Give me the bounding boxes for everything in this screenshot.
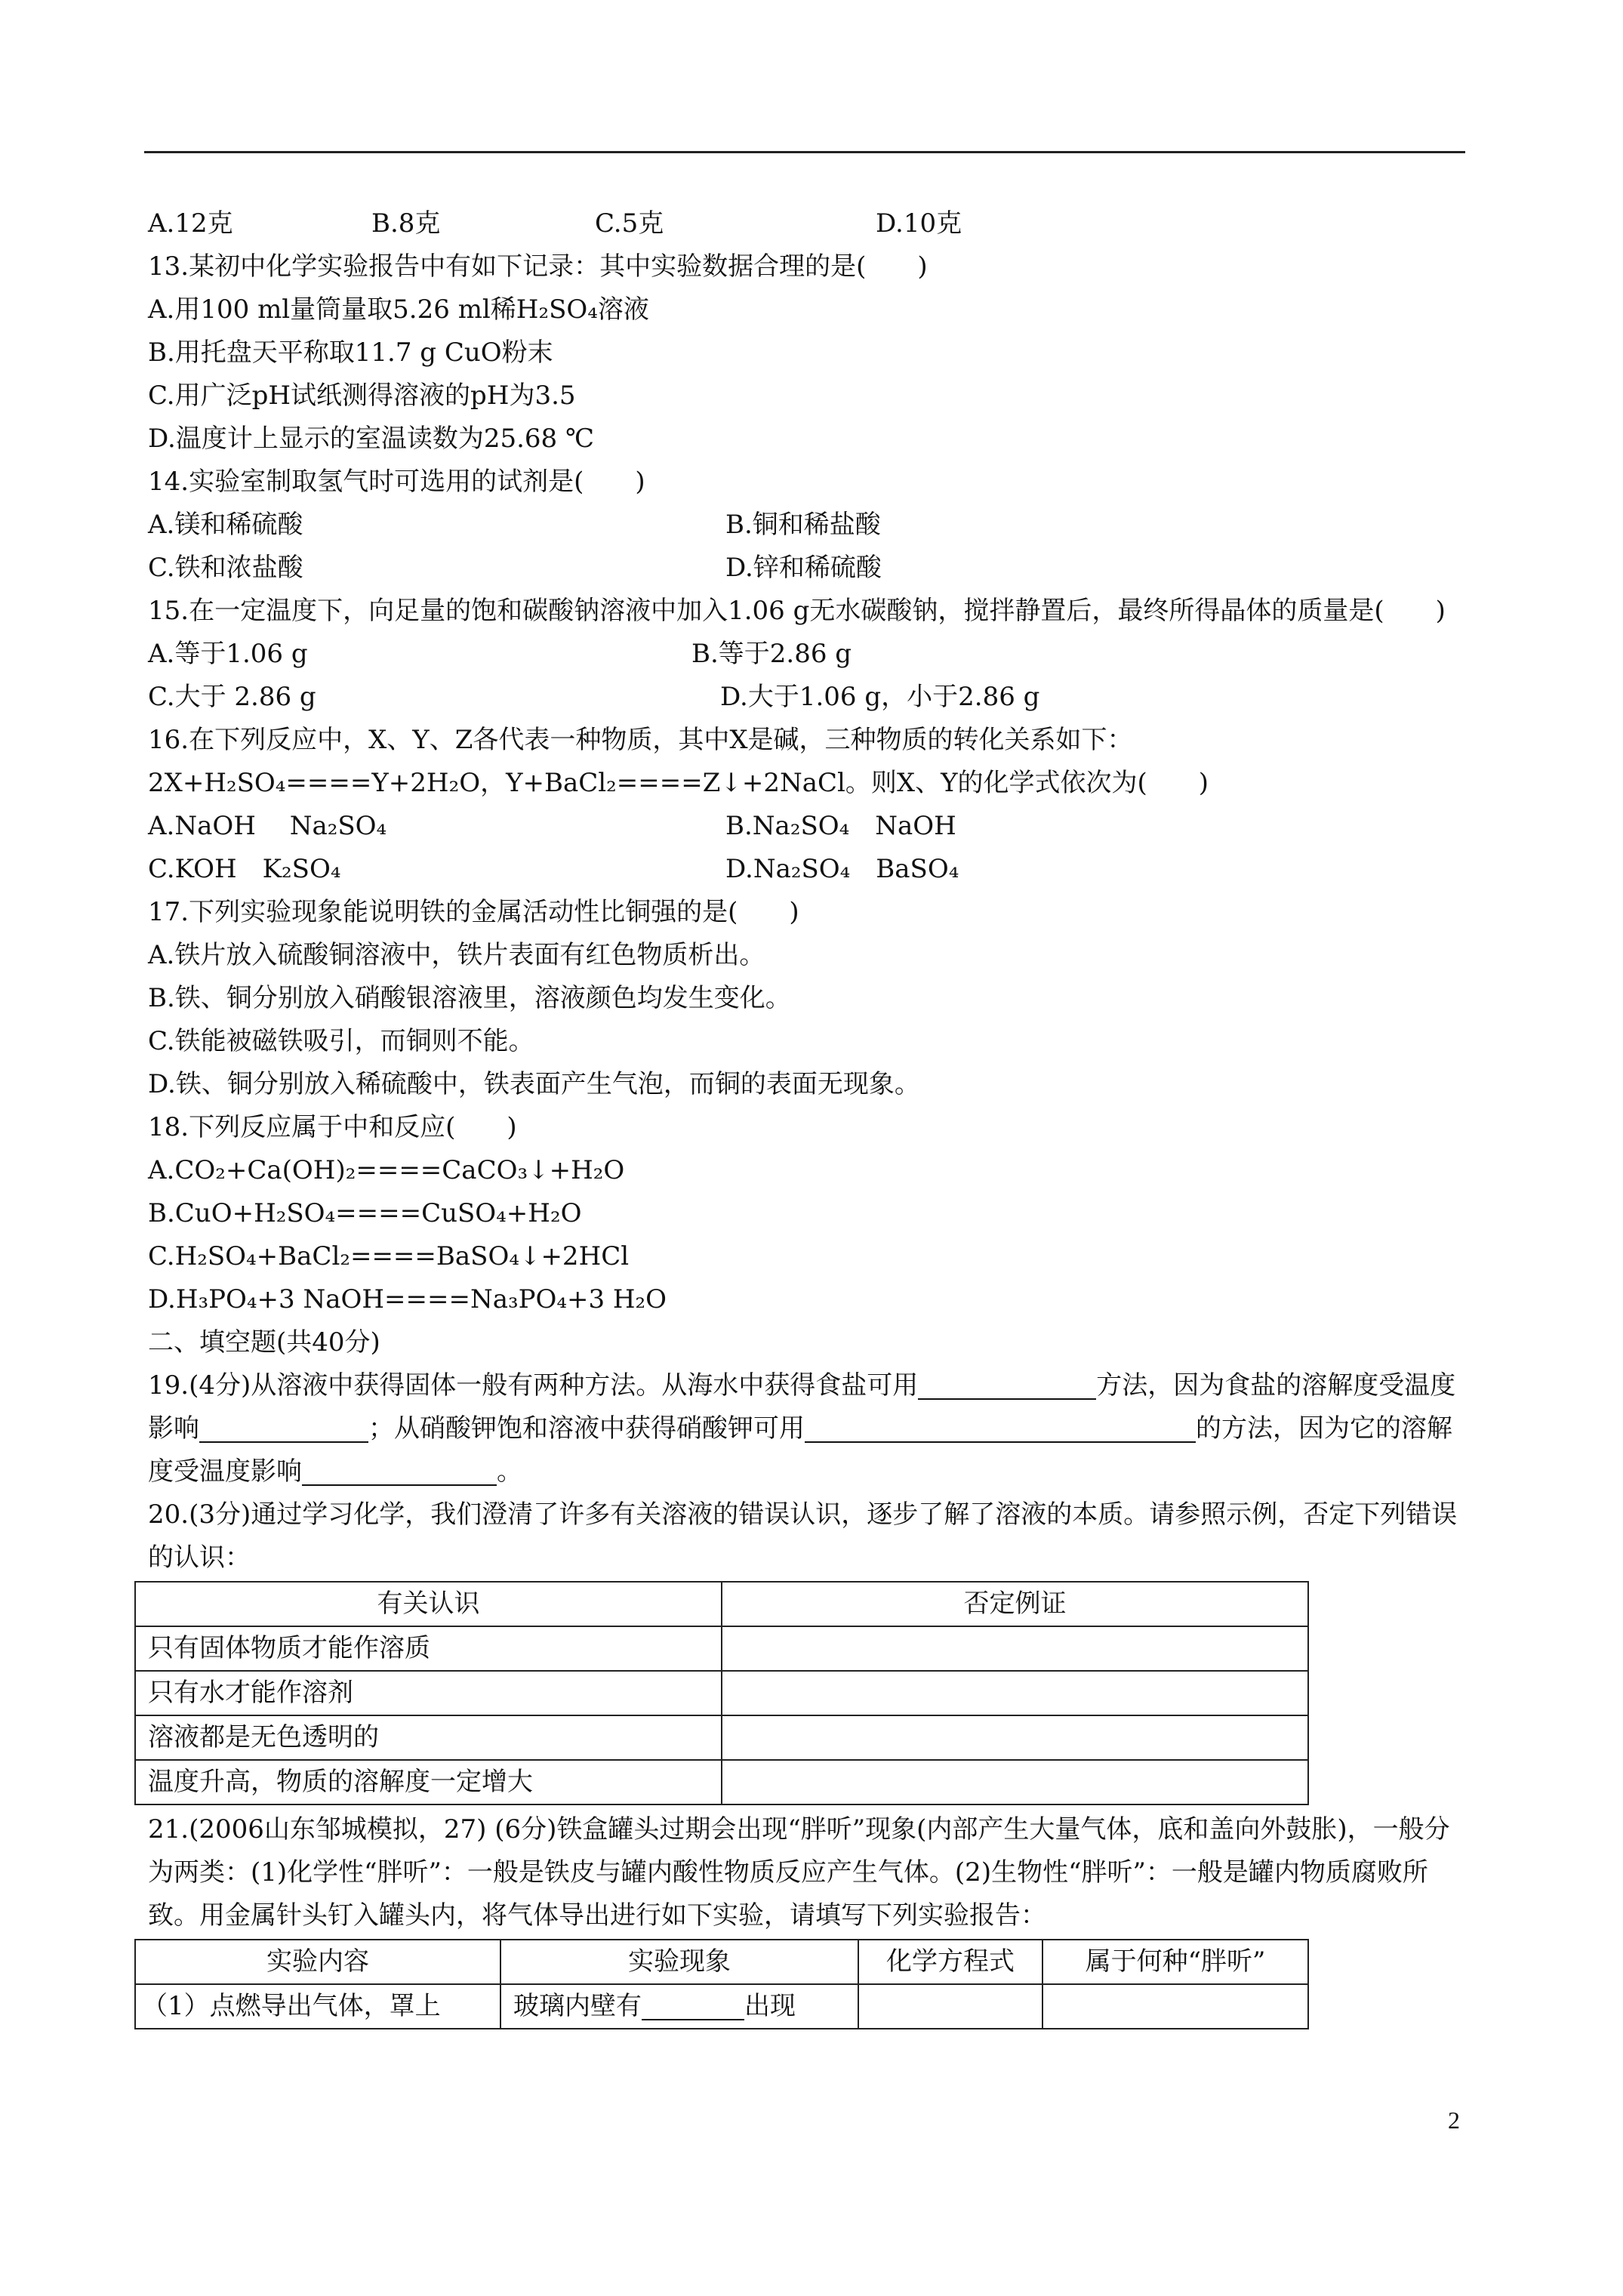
q20-row-answer-cell[interactable] bbox=[722, 1760, 1308, 1804]
q15-option-a: A.等于1.06 g bbox=[148, 639, 308, 669]
q21-header-content: 实验内容 bbox=[135, 1940, 500, 1984]
q21-table bbox=[134, 1939, 1309, 2029]
q20-row-statement: 温度升高，物质的溶解度一定增大 bbox=[135, 1760, 722, 1804]
q17-option-b: B.铁、铜分别放入硝酸银溶液里，溶液颜色均发生变化。 bbox=[148, 983, 791, 1013]
q14-options-row2 bbox=[148, 547, 1473, 590]
q16-option-c: C.KOH K₂SO₄ bbox=[148, 854, 341, 884]
header-rule bbox=[144, 151, 1465, 153]
q16-stem: 16.在下列反应中，X、Y、Z各代表一种物质，其中X是碱，三种物质的转化关系如下：2X+H₂SO₄====Y+2H₂O，Y+BaCl₂====Z↓+2NaCl。则X、Y的化学式依次为( ) bbox=[148, 725, 1209, 798]
q14-option-b: B.铜和稀盐酸 bbox=[725, 510, 881, 540]
q19-blank-4[interactable] bbox=[302, 1454, 497, 1486]
q16-option-d: D.Na₂SO₄ BaSO₄ bbox=[725, 854, 959, 884]
q21-stem: 21.(2006山东邹城模拟，27) (6分)铁盒罐头过期会出现“胖听”现象(内部产生大量气体，底和盖向外鼓胀)，一般分为两类：(1)化学性“胖听”：一般是铁皮与罐内酸性物质反应产生气体。(2)生物性“胖听”：一般是罐内物质腐败所致。用金属针头钉入罐头内，将气体导出进行如下实验，请填写下列实验报告： bbox=[148, 1814, 1450, 1931]
q21-header-equation: 化学方程式 bbox=[858, 1940, 1042, 1984]
table-row bbox=[135, 1760, 1308, 1804]
q15-option-b: B.等于2.86 g bbox=[691, 639, 852, 669]
q19-part2: 方法，因为食盐的溶解度受温度影响 bbox=[148, 1370, 1456, 1444]
q14-options-row1 bbox=[148, 504, 1473, 547]
q19-blank-2[interactable] bbox=[199, 1411, 368, 1443]
table-row bbox=[135, 1671, 1308, 1715]
q19-blank-1[interactable] bbox=[918, 1368, 1096, 1400]
q18-option-b: B.CuO+H₂SO₄====CuSO₄+H₂O bbox=[148, 1198, 582, 1228]
q17-option-a: A.铁片放入硫酸铜溶液中，铁片表面有红色物质析出。 bbox=[148, 940, 765, 970]
q15-option-d: D.大于1.06 g，小于2.86 g bbox=[720, 682, 1040, 712]
q19-part1: 19.(4分)从溶液中获得固体一般有两种方法。从海水中获得食盐可用 bbox=[148, 1370, 919, 1401]
q18-option-c: C.H₂SO₄+BaCl₂====BaSO₄↓+2HCl bbox=[148, 1241, 630, 1271]
q12-option-d: D.10克 bbox=[876, 208, 962, 239]
q20-row-statement: 只有固体物质才能作溶质 bbox=[135, 1626, 722, 1671]
q14-option-d: D.锌和稀硫酸 bbox=[725, 553, 882, 583]
q18-option-a: A.CO₂+Ca(OH)₂====CaCO₃↓+H₂O bbox=[148, 1155, 625, 1185]
q21-row1-equation-cell[interactable] bbox=[858, 1984, 1042, 2029]
q14-option-a: A.镁和稀硫酸 bbox=[148, 510, 303, 540]
q18-option-d: D.H₃PO₄+3 NaOH====Na₃PO₄+3 H₂O bbox=[148, 1284, 667, 1314]
q20-row-answer-cell[interactable] bbox=[722, 1626, 1308, 1671]
q21-row1-phenomenon bbox=[500, 1984, 858, 2029]
q17-option-c: C.铁能被磁铁吸引，而铜则不能。 bbox=[148, 1026, 534, 1056]
q21-row1-type-cell[interactable] bbox=[1042, 1984, 1308, 2029]
q12-options bbox=[148, 202, 1473, 245]
q21-header-phenomenon: 实验现象 bbox=[500, 1940, 858, 1984]
q17-option-d: D.铁、铜分别放入稀硫酸中，铁表面产生气泡，而铜的表面无现象。 bbox=[148, 1069, 920, 1099]
q13-stem: 13.某初中化学实验报告中有如下记录：其中实验数据合理的是( ) bbox=[148, 251, 928, 282]
q20-row-statement: 溶液都是无色透明的 bbox=[135, 1715, 722, 1760]
q16-options-row1 bbox=[148, 805, 1473, 848]
q19-part3: ；从硝酸钾饱和溶液中获得硝酸钾可用 bbox=[368, 1413, 805, 1444]
q21-table-header bbox=[135, 1940, 1308, 1984]
q19-text bbox=[148, 1364, 1473, 1493]
section2-title: 二、填空题(共40分) bbox=[148, 1327, 380, 1358]
q12-option-b: B.8克 bbox=[371, 208, 441, 239]
q21-row1-phenomenon-pre: 玻璃内壁有 bbox=[513, 1991, 642, 2021]
q17-stem: 17.下列实验现象能说明铁的金属活动性比铜强的是( ) bbox=[148, 897, 799, 927]
q20-header-understanding: 有关认识 bbox=[135, 1582, 722, 1626]
q16-option-b: B.Na₂SO₄ NaOH bbox=[725, 811, 956, 841]
q20-row-statement: 只有水才能作溶剂 bbox=[135, 1671, 722, 1715]
q21-row1-blank[interactable] bbox=[642, 1989, 744, 2020]
q21-row1-phenomenon-post: 出现 bbox=[744, 1991, 796, 2021]
q13-option-b: B.用托盘天平称取11.7 g CuO粉末 bbox=[148, 337, 553, 368]
q13-option-c: C.用广泛pH试纸测得溶液的pH为3.5 bbox=[148, 381, 576, 411]
q15-stem: 15.在一定温度下，向足量的饱和碳酸钠溶液中加入1.06 g无水碳酸钠，搅拌静置后，最终所得晶体的质量是( ) bbox=[148, 596, 1446, 626]
q15-option-c: C.大于 2.86 g bbox=[148, 682, 316, 712]
q21-row1-content: （1）点燃导出气体，罩上 bbox=[135, 1984, 500, 2029]
q16-options-row2 bbox=[148, 848, 1473, 891]
q20-row-answer-cell[interactable] bbox=[722, 1715, 1308, 1760]
q12-option-a: A.12克 bbox=[148, 208, 233, 239]
q20-header-counterexample: 否定例证 bbox=[722, 1582, 1308, 1626]
q15-options-row1 bbox=[148, 633, 1473, 676]
table-row bbox=[135, 1715, 1308, 1760]
q18-stem: 18.下列反应属于中和反应( ) bbox=[148, 1112, 517, 1142]
q13-option-a: A.用100 ml量筒量取5.26 ml稀H₂SO₄溶液 bbox=[148, 294, 649, 325]
q14-stem: 14.实验室制取氢气时可选用的试剂是( ) bbox=[148, 467, 645, 497]
q19-part4: 的方法，因为它的溶解度受温度影响 bbox=[148, 1413, 1452, 1487]
q19-part5: 。 bbox=[497, 1456, 522, 1487]
q20-row-answer-cell[interactable] bbox=[722, 1671, 1308, 1715]
q19-blank-3[interactable] bbox=[805, 1411, 1196, 1443]
table-row bbox=[135, 1984, 1308, 2029]
table-row bbox=[135, 1626, 1308, 1671]
q14-option-c: C.铁和浓盐酸 bbox=[148, 553, 303, 583]
q20-table-header bbox=[135, 1582, 1308, 1626]
q15-options-row2 bbox=[148, 676, 1473, 719]
q21-header-type: 属于何种“胖听” bbox=[1042, 1940, 1308, 1984]
q13-option-d: D.温度计上显示的室温读数为25.68 ℃ bbox=[148, 424, 595, 454]
page-content bbox=[142, 202, 1473, 2029]
page-number: 2 bbox=[1448, 2106, 1460, 2134]
q16-option-a: A.NaOH Na₂SO₄ bbox=[148, 811, 387, 841]
q20-table bbox=[134, 1581, 1309, 1805]
q20-stem: 20.(3分)通过学习化学，我们澄清了许多有关溶液的错误认识，逐步了解了溶液的本质。请参照示例，否定下列错误的认识： bbox=[148, 1499, 1458, 1573]
q12-option-c: C.5克 bbox=[595, 208, 664, 239]
